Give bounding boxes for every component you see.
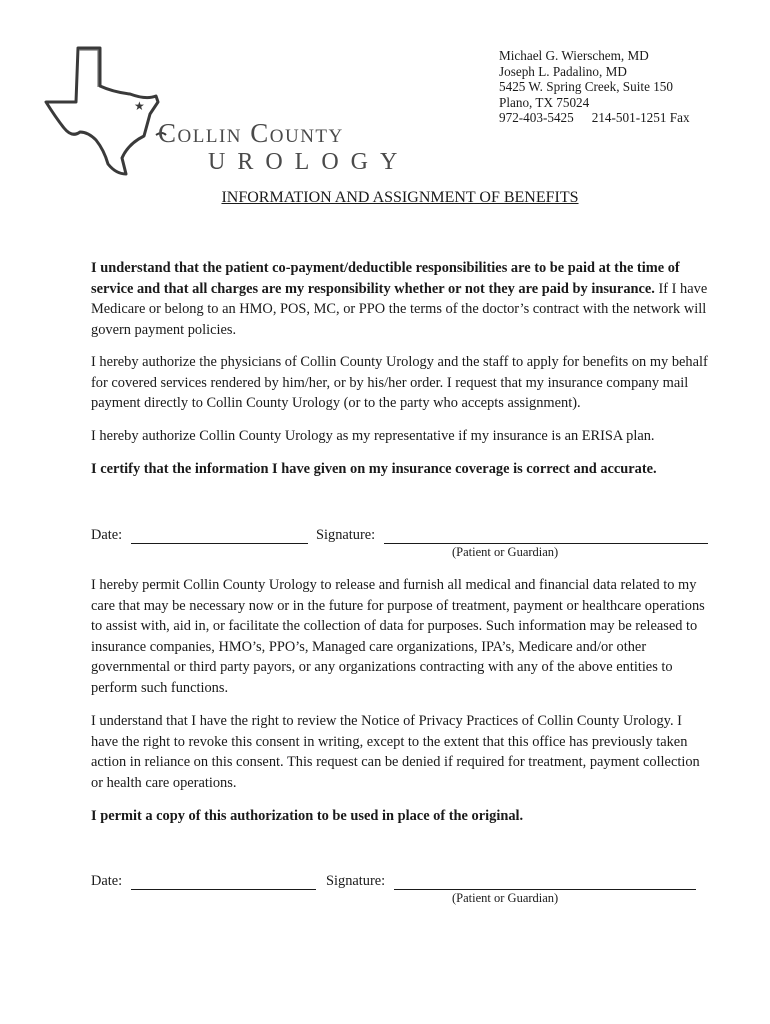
street-address: 5425 W. Spring Creek, Suite 150 [499, 79, 673, 94]
date-field-1[interactable] [131, 543, 308, 544]
practice-address [499, 48, 690, 126]
logo-name-line1: Collin County [158, 118, 344, 148]
signature-row-2 [91, 873, 122, 890]
erisa-paragraph: I hereby authorize Collin County Urology as my representative if my insurance is an ERISA plan. [91, 428, 655, 444]
signature-label: Signature: [326, 873, 386, 889]
logo-name-line2: UROLOGY [208, 149, 410, 175]
copy-authorization-paragraph: I permit a copy of this authorization to be used in place of the original. [91, 808, 524, 824]
release-data-paragraph: I hereby permit Collin County Urology to release and furnish all medical and financial data related to my care that may be necessary now or in the future for purpose of treatment, payment or healthcare operations to assist with, aid in, or facilitate the collection of data for purposes. Such information may be released to insurance companies, HMO’s, PPO’s, Managed care organizations, IPA’s, Medicare and/or other governmental or third party payors, or any organizations contracting with any of the above entities to perform such functions. [91, 577, 705, 696]
document-title: INFORMATION AND ASSIGNMENT OF BENEFITS [221, 189, 579, 206]
patient-guardian-note: (Patient or Guardian) [452, 891, 559, 905]
doctor-name: Michael G. Wierschem, MD [499, 48, 649, 63]
svg-text:★: ★ [134, 99, 145, 113]
authorization-paragraph: I hereby authorize the physicians of Collin County Urology and the staff to apply for benefits on my behalf for covered services rendered by him/her, or by his/her order. I request that my insurance company mail payment directly to Collin County Urology (or to the party who accepts assignment). [91, 354, 708, 411]
date-field-2[interactable] [131, 889, 316, 890]
signature-label-1-wrap [316, 527, 375, 544]
phone-number: 972-403-5425 [499, 110, 574, 125]
date-label: Date: [91, 527, 123, 543]
signature-label-2-wrap [326, 873, 385, 890]
signature-field-2[interactable] [394, 889, 696, 890]
city-state-zip: Plano, TX 75024 [499, 94, 590, 110]
practice-logo [38, 40, 410, 180]
phone-fax-row [499, 110, 690, 126]
certification-paragraph: I certify that the information I have given on my insurance coverage is correct and accurate. [91, 461, 657, 477]
signature-label: Signature: [316, 527, 376, 543]
copay-responsibility-bold: I understand that the patient co-payment/deductible responsibilities are to be paid at the time of service and that all charges are my responsibility whether or not they are paid by insurance. [91, 260, 680, 297]
doctor-name: Joseph L. Padalino, MD [499, 63, 627, 79]
privacy-rights-paragraph: I understand that I have the right to review the Notice of Privacy Practices of Collin County Urology. I have the right to revoke this consent in writing, except to the extent that this office has previously taken action in reliance on this consent. This request can be denied if required for treatment, payment collection or health care operations. [91, 713, 700, 791]
texas-outline-icon [38, 40, 218, 180]
fax-number: 214-501-1251 Fax [591, 110, 690, 125]
patient-guardian-note: (Patient or Guardian) [452, 545, 559, 559]
copay-responsibility-rest: If I have Medicare or belong to an HMO, POS, MC, or PPO the terms of the doctor’s contract with the network will govern payment policies. [91, 280, 708, 338]
date-label: Date: [91, 873, 123, 889]
signature-field-1[interactable] [384, 543, 708, 544]
copay-responsibility-paragraph [91, 258, 711, 340]
signature-row-1 [91, 527, 122, 544]
